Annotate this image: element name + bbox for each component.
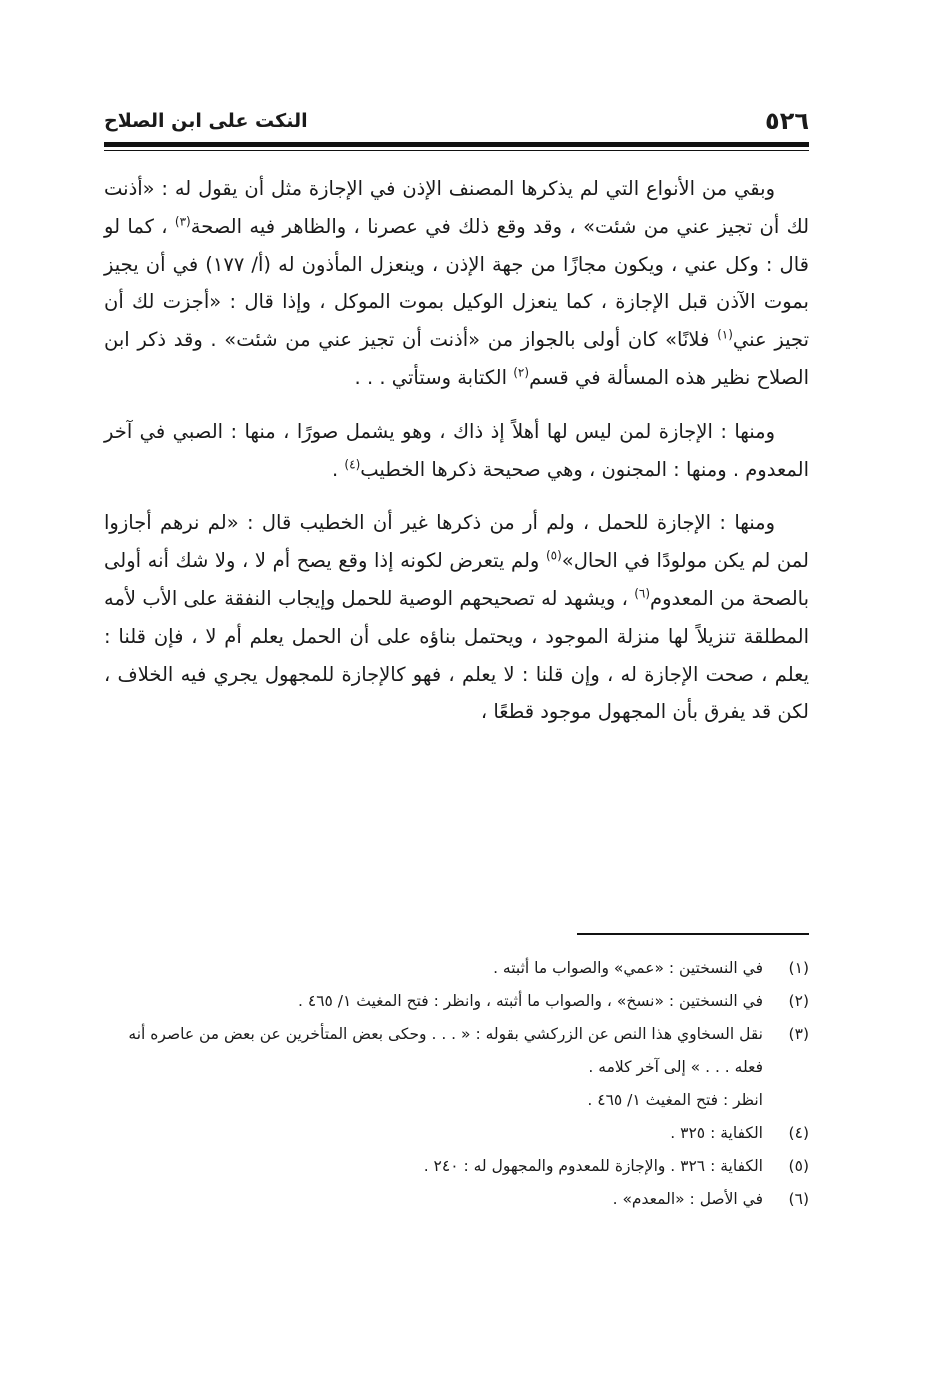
footnote-number: (٣) [788,1025,809,1043]
footnote-ref: (٦) [634,586,651,601]
footnotes [104,952,809,1216]
footnote-number: (١) [788,959,809,977]
running-title: النكت على ابن الصلاح [104,110,308,132]
footnote-line: في النسختين : «نسخ» ، والصواب ما أثبته ، وانظر : فتح المغيث ١/ ٤٦٥ . [298,992,763,1010]
text-run: ومنها : الإجازة لمن ليس لها أهلاً إذ ذاك ، وهو يشمل صورًا ، منها : الصبي في آخر المعدوم . ومنها : المجنون ، وهي صحيحة ذكرها الخطيب [104,419,809,481]
text-run: ولم يتعرض لكونه إذا وقع يصح أم لا ، ولا شك أنه أولى بالصحة من المعدوم [104,549,810,610]
footnote [104,1018,809,1117]
footnote-number: (٥) [788,1157,809,1175]
text-run: . [332,457,345,481]
footnote [104,985,809,1018]
footnote [104,1117,809,1150]
footnote-separator [577,933,809,935]
footnote-line: الكفاية : ٣٢٦ . والإجازة للمعدوم والمجهول له : ٢٤٠ . [423,1157,763,1175]
footnote-line: في الأصل : «المعدم» . [612,1190,763,1208]
footnote-ref: (١) [717,327,733,342]
footnote-ref: (٤) [344,457,361,472]
footnote [104,952,809,985]
text-run: ومنها : الإجازة للحمل ، ولم أر من ذكرها غير أن الخطيب قال : «لم نرهم أجازوا لمن لم يكن مولودًا في الحال» [104,511,809,573]
paragraph [104,413,809,489]
paragraph [104,504,809,731]
footnote-ref: (٢) [513,365,530,380]
footnote-ref: (٣) [174,214,191,229]
header-rule [104,142,809,147]
footnote-line: الكفاية : ٣٢٥ . [670,1124,763,1142]
footnote-text [104,1018,763,1117]
footnote-number: (٢) [788,992,809,1010]
footnote-number: (٤) [788,1124,809,1142]
paragraph [104,170,809,397]
footnote-ref: (٥) [545,548,562,563]
footnote-number: (٦) [788,1190,809,1208]
text-run: فلانًا» كان أولى بالجواز من «أذنت أن تجيز عني من شئت» . وقد ذكر ابن الصلاح نظير هذه المسألة في قسم [104,328,809,389]
page-number: ٥٢٦ [765,107,809,135]
text-run: الكتابة وستأتي . . . [354,365,514,389]
footnote-text [104,1183,763,1216]
footnote-text [104,952,763,985]
main-text [104,170,809,747]
footnote-line: في النسختين : «عمي» والصواب ما أثبته . [493,959,763,977]
text-run: ، ويشهد له تصحيحهم الوصية للحمل وإيجاب النفقة على الأب لأمه المطلقة تنزيلاً لها منزلة الموجود ، ويحتمل بناؤه على أن الحمل يعلم أم لا ، فإن قلنا : يعلم ، صحت الإجازة له ، وإن قلنا : لا يعلم ، فهو كالإجازة للمجهول يجري فيه الخلاف ، لكن قد يفرق بأن المجهول موجود قطعًا ، [104,586,809,724]
running-header [104,104,809,138]
footnote-line: انظر : فتح المغيث ١/ ٤٦٥ . [587,1091,763,1109]
header-rule-thin [104,150,809,151]
footnote-line: نقل السخاوي هذا النص عن الزركشي بقوله : « . . . وحكى بعض المتأخرين عن بعض من عاصره أنه فعله . . . » إلى آخر كلامه . [128,1025,763,1076]
text-run: وبقي من الأنواع التي لم يذكرها المصنف الإذن في الإجازة مثل أن يقول له : «أذنت لك أن تجيز عني من شئت» ، وقد وقع ذلك في عصرنا ، والظاهر فيه الصحة [104,177,810,238]
footnote-text [104,985,763,1018]
text-run: ، كما لو قال : وكل عني ، ويكون مجازًا من جهة الإذن ، وينعزل المأذون له (أ/ ١٧٧) في أن يجيز بموت الآذن قبل الإجازة ، كما ينعزل الوكيل بموت الموكل ، وإذا قال : «أجزت لك أن تجيز عني [104,214,809,352]
footnote-text [104,1150,763,1183]
footnote [104,1150,809,1183]
footnote [104,1183,809,1216]
footnote-text [104,1117,763,1150]
